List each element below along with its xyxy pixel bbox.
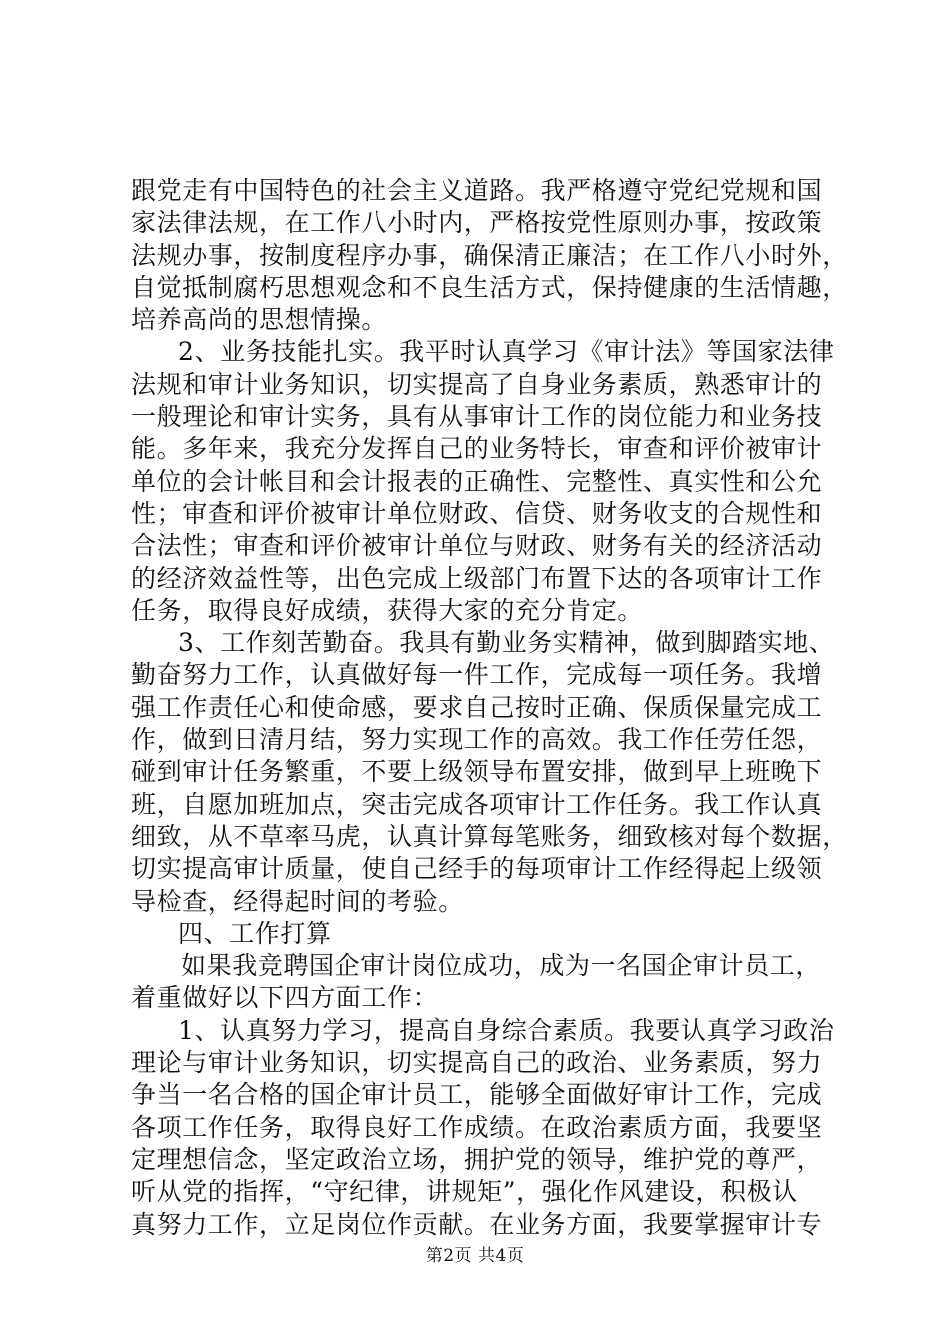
text-line: 的经济效益性等，出色完成上级部门布置下达的各项审计工作	[131, 563, 823, 593]
page-footer: 第2页 共4页	[425, 1246, 525, 1266]
document-body	[131, 175, 848, 1241]
text-line: 理论与审计业务知识，切实提高自己的政治、业务素质，努力	[131, 1048, 823, 1078]
text-line: 四、工作打算	[178, 918, 332, 948]
text-line: 法规和审计业务知识，切实提高了自身业务素质，熟悉审计的	[131, 369, 823, 399]
text-line: 各项工作任务，取得良好工作成绩。在政治素质方面，我要坚	[131, 1112, 823, 1142]
text-line: 单位的会计帐目和会计报表的正确性、完整性、真实性和公允	[131, 466, 823, 496]
text-line: 作，做到日清月结，努力实现工作的高效。我工作任劳任怨，	[131, 725, 823, 755]
text-line: 性；审查和评价被审计单位财政、信贷、财务收支的合规性和	[131, 498, 823, 528]
text-line: 能。多年来，我充分发挥自己的业务特长，审查和评价被审计	[131, 434, 823, 464]
text-line: 争当一名合格的国企审计员工，能够全面做好审计工作，完成	[131, 1080, 823, 1110]
text-line: 任务，取得良好成绩，获得大家的充分肯定。	[131, 595, 644, 625]
text-line: 跟党走有中国特色的社会主义道路。我严格遵守党纪党规和国	[131, 176, 823, 205]
text-line: 法规办事，按制度程序办事，确保清正廉洁；在工作八小时外，	[131, 240, 848, 270]
text-line: 强工作责任心和使命感，要求自己按时正确、保质保量完成工	[131, 692, 823, 722]
text-line: 合法性；审查和评价被审计单位与财政、财务有关的经济活动	[131, 531, 823, 561]
text-line: 班，自愿加班加点，突击完成各项审计工作任务。我工作认真	[131, 789, 823, 819]
text-line: 培养高尚的思想情操。	[131, 305, 388, 335]
text-line: 真努力工作，立足岗位作贡献。在业务方面，我要掌握审计专	[131, 1209, 823, 1239]
text-line: 如果我竞聘国企审计岗位成功，成为一名国企审计员工，	[181, 951, 822, 981]
text-line: 着重做好以下四方面工作：	[131, 983, 439, 1013]
text-line: 勤奋努力工作，认真做好每一件工作，完成每一项任务。我增	[131, 660, 823, 690]
text-line: 1、认真努力学习，提高自身综合素质。我要认真学习政治	[178, 1015, 835, 1045]
text-line: 一般理论和审计实务，具有从事审计工作的岗位能力和业务技	[131, 402, 823, 432]
text-line: 2、业务技能扎实。我平时认真学习《审计法》等国家法律	[178, 337, 835, 367]
text-line: 家法律法规，在工作八小时内，严格按党性原则办事，按政策	[131, 208, 823, 238]
text-line: 切实提高审计质量，使自己经手的每项审计工作经得起上级领	[131, 854, 823, 884]
text-line: 导检查，经得起时间的考验。	[131, 886, 464, 916]
text-line: 碰到审计任务繁重，不要上级领导布置安排，做到早上班晚下	[131, 757, 823, 787]
text-line: 细致，从不草率马虎，认真计算每笔账务，细致核对每个数据，	[131, 821, 848, 851]
text-line: 3、工作刻苦勤奋。我具有勤业务实精神，做到脚踏实地、	[178, 628, 835, 658]
text-line: 听从党的指挥，“守纪律，讲规矩”，强化作风建设，积极认	[131, 1177, 798, 1207]
text-line: 定理想信念，坚定政治立场，拥护党的领导，维护党的尊严，	[131, 1144, 823, 1174]
text-line: 自觉抵制腐朽思想观念和不良生活方式，保持健康的生活情趣，	[131, 272, 848, 302]
